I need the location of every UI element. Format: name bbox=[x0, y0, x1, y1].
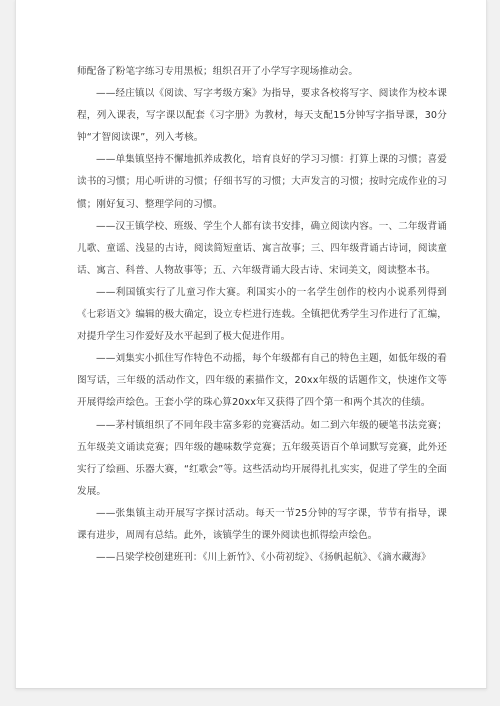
paragraph: ——经庄镇以《阅读、写字考级方案》为指导，要求各校将写字、阅读作为校本课程，列入课表，写字课以配套《习字册》为教材，每天支配15分钟写字指导课，30分钟“才智阅读课”，列入考核。 bbox=[77, 88, 447, 144]
paragraph: ——利国镇实行了儿童习作大赛。利国实小的一名学生创作的校内小说系列得到《七彩语文》编辑的极大确定，设立专栏进行连载。全镇把优秀学生习作进行了汇编，对提升学生习作爱好及水平起到了极大促进作用。 bbox=[77, 286, 447, 343]
paragraph: ——汉王镇学校、班级、学生个人都有读书安排，确立阅读内容。一、二年级背诵儿歌、童谣、浅显的古诗，阅读简短童话、寓言故事；三、四年级背诵古诗词，阅读童话、寓言、科普、人物故事等；五、六年级背诵大段古诗、宋词美文，阅读整本书。 bbox=[77, 220, 447, 276]
document-page bbox=[15, 0, 487, 689]
paragraph: 师配备了粉笔字练习专用黑板；组织召开了小学写字现场推动会。 bbox=[77, 66, 359, 77]
document-body bbox=[77, 61, 447, 569]
paragraph: ——刘集实小抓住写作特色不动摇，每个年级都有自己的特色主题，如低年级的看图写话，三年级的活动作文，四年级的素描作文，20xx年级的话题作文，快速作文等开展得绘声绘色。王套小学的珠心算20xx年又获得了四个第一和两个其次的佳绩。 bbox=[77, 353, 447, 409]
paragraph: ——张集镇主动开展写字探讨活动。每天一节25分钟的写字课，节节有指导，课课有进步，周周有总结。此外，该镇学生的课外阅读也抓得绘声绘色。 bbox=[77, 507, 447, 541]
paragraph: ——单集镇坚持不懈地抓养成教化，培育良好的学习习惯：打算上课的习惯；喜爱读书的习惯；用心听讲的习惯；仔细书写的习惯；大声发言的习惯；按时完成作业的习惯；刚好复习、整理学问的习惯。 bbox=[77, 154, 447, 210]
paragraph: ——茅村镇组织了不同年段丰富多彩的竞赛活动。如二到六年级的硬笔书法竞赛；五年级美文诵读竞赛；四年级的趣味数学竞赛；五年级英语百个单词默写竞赛，此外还实行了绘画、乐器大赛，“红歌会”等。这些活动均开展得扎扎实实，促进了学生的全面发展。 bbox=[77, 419, 447, 497]
paragraph: ——吕梁学校创建班刊：《川上新竹》、《小荷初绽》、《扬帆起航》、《滴水藏海》 bbox=[96, 552, 431, 564]
